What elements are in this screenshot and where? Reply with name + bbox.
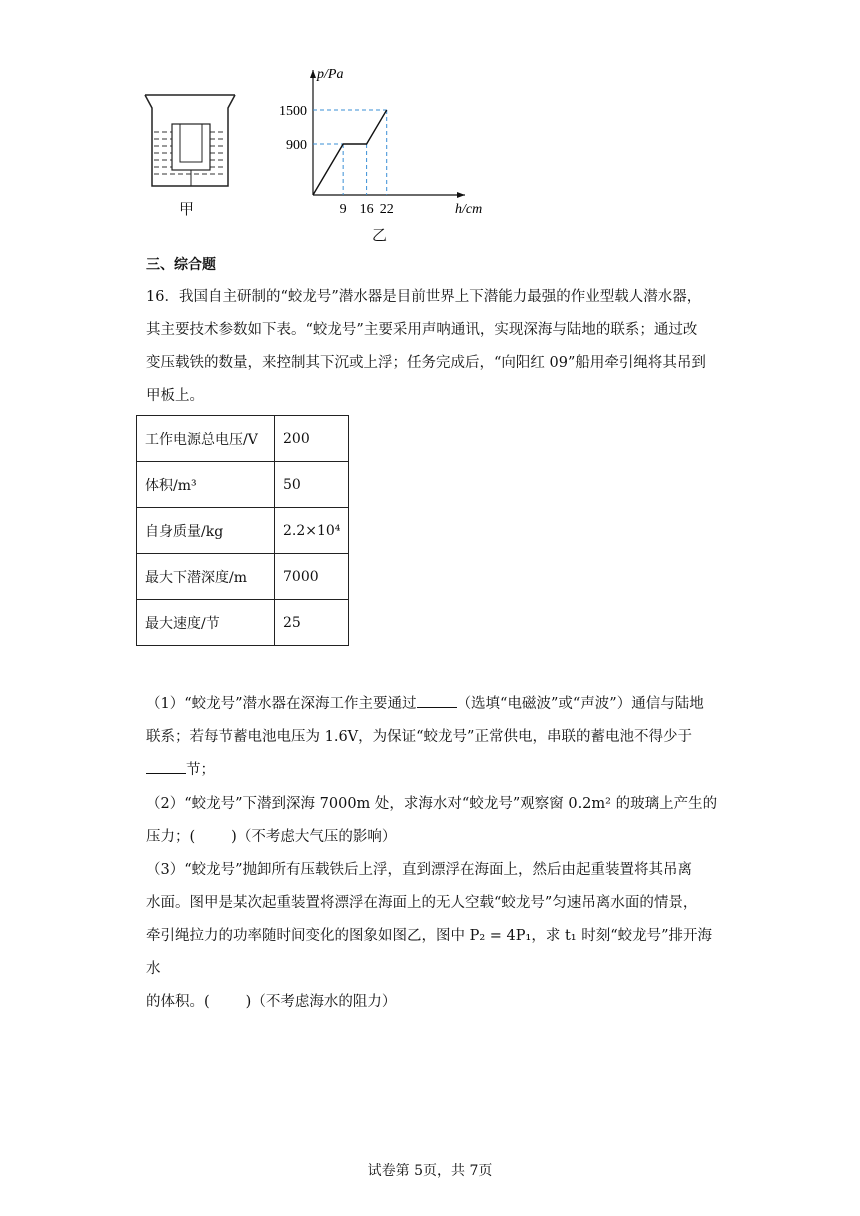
x-tick-label: 16	[359, 202, 374, 217]
part-1-text-a: （1）“蛟龙号”潜水器在深海工作主要通过	[146, 696, 417, 712]
y-tick-label: 900	[286, 138, 307, 153]
part-3-line: （3）“蛟龙号”抛卸所有压载铁后上浮，直到漂浮在海面上，然后由起重装置将其吊离	[146, 862, 693, 878]
x-axis-label: h/cm	[455, 202, 483, 217]
table-cell-value: 25	[275, 600, 349, 646]
part-3-text	[146, 854, 726, 1019]
x-tick-label: 9	[339, 202, 347, 217]
part-3-text-a: 的体积。(	[146, 994, 210, 1010]
question-16-line: 变压载铁的数量，来控制其下沉或上浮；任务完成后，“向阳红 09”船用牵引绳将其吊到	[146, 355, 706, 371]
part-1-line: 联系；若每节蓄电池电压为 1.6V，为保证“蛟龙号”正常供电，串联的蓄电池不得少于	[146, 729, 692, 745]
spec-table	[136, 415, 349, 646]
y-axis-label: p/Pa	[317, 67, 344, 82]
page-footer: 试卷第 5页，共 7页	[367, 1163, 493, 1179]
table-row	[137, 508, 349, 554]
part-2-text-b: )（不考虑大气压的影响）	[231, 829, 397, 845]
table-cell-label: 最大速度/节	[137, 600, 275, 646]
table-cell-label: 自身质量/kg	[137, 508, 275, 554]
figure-jia-beaker	[140, 90, 240, 200]
table-row	[137, 416, 349, 462]
answer-blank[interactable]	[146, 761, 186, 774]
part-1-text	[146, 688, 726, 787]
x-tick-label: 22	[379, 202, 394, 217]
y-tick-label: 1500	[279, 104, 307, 119]
figure-yi-chart	[270, 60, 500, 220]
table-cell-label: 体积/m³	[137, 462, 275, 508]
part-2-text	[146, 788, 726, 854]
part-1-line	[146, 688, 726, 721]
series-line	[313, 110, 387, 195]
question-16-text	[146, 281, 726, 413]
question-16-line: 甲板上。	[146, 388, 204, 404]
y-axis-arrow	[310, 70, 316, 78]
part-2-line: （2）“蛟龙号”下潜到深海 7000m 处，求海水对“蛟龙号”观察窗 0.2m² 的玻璃上产生的	[146, 796, 718, 812]
section-title: 三、综合题	[146, 257, 216, 273]
table-row	[137, 600, 349, 646]
table-row	[137, 554, 349, 600]
table-row	[137, 462, 349, 508]
part-3-line: 水面。图甲是某次起重装置将漂浮在海面上的无人空载“蛟龙号”匀速吊离水面的情景，	[146, 895, 698, 911]
part-1-text-c: 节；	[186, 762, 215, 778]
question-16-line: 16．我国自主研制的“蛟龙号”潜水器是目前世界上下潜能力最强的作业型载人潜水器，	[146, 289, 702, 305]
part-1-line	[146, 754, 726, 787]
part-3-line: 牵引绳拉力的功率随时间变化的图象如图乙，图中 P₂ = 4P₁，求 t₁ 时刻“蛟龙号”排开海水	[146, 928, 713, 977]
part-3-text-b: )（不考虑海水的阻力）	[245, 994, 397, 1010]
question-16-line: 其主要技术参数如下表。“蛟龙号”主要采用声呐通讯，实现深海与陆地的联系；通过改	[146, 322, 698, 338]
figure-jia-caption: 甲	[179, 200, 195, 218]
table-cell-value: 7000	[275, 554, 349, 600]
table-cell-label: 工作电源总电压/V	[137, 416, 275, 462]
figure-yi-caption: 乙	[372, 226, 388, 244]
x-axis-arrow	[457, 192, 465, 198]
answer-blank[interactable]	[417, 695, 457, 708]
table-cell-value: 2.2×10⁴	[275, 508, 349, 554]
table-cell-value: 200	[275, 416, 349, 462]
table-cell-value: 50	[275, 462, 349, 508]
part-3-line	[146, 986, 726, 1019]
part-1-text-b: （选填“电磁波”或“声波”）通信与陆地	[456, 696, 704, 712]
part-2-line	[146, 821, 726, 854]
table-cell-label: 最大下潜深度/m	[137, 554, 275, 600]
part-2-text-a: 压力；(	[146, 829, 196, 845]
